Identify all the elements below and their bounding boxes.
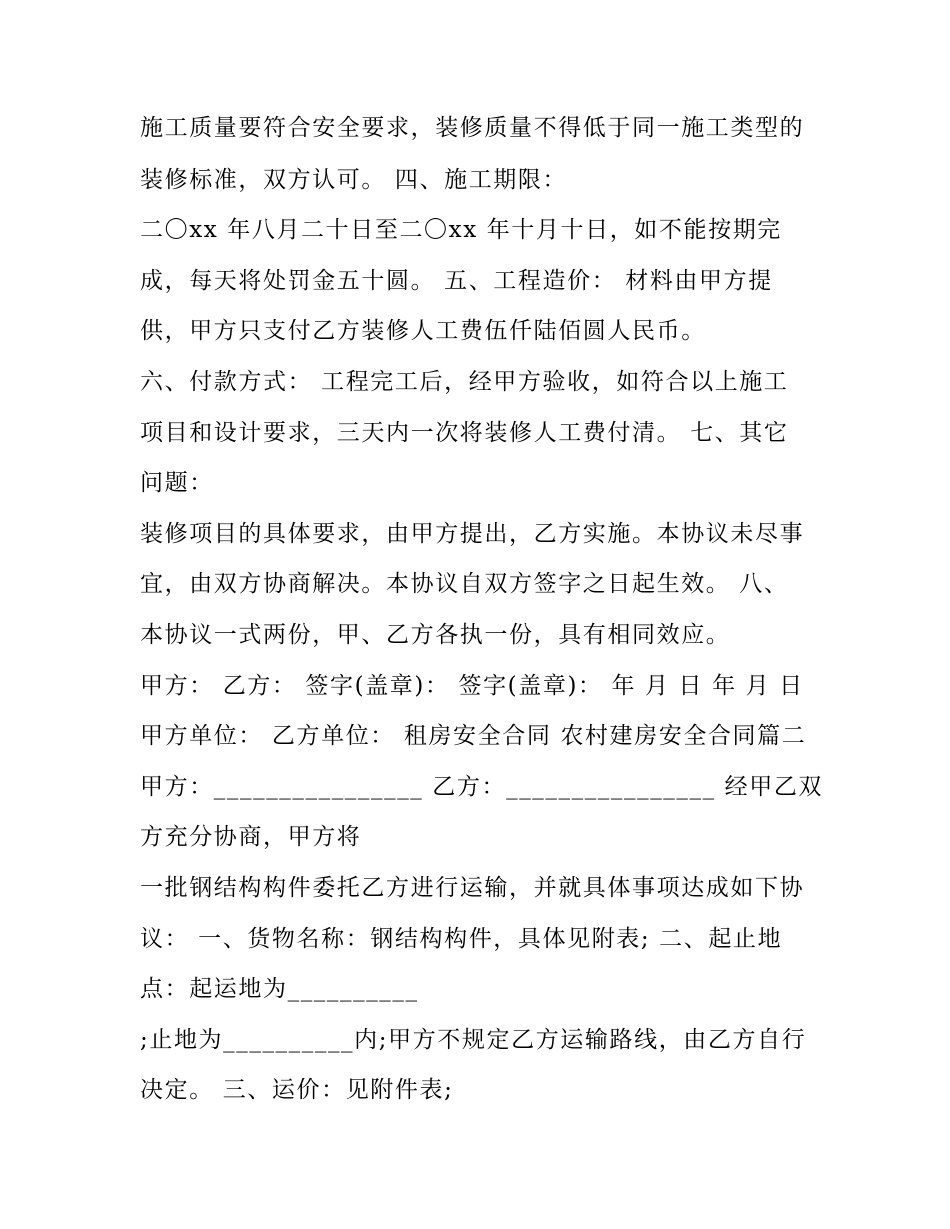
text-line: 方充分协商，甲方将 [140,824,362,850]
text-line: 施工质量要符合安全要求，装修质量不得低于同一施工类型的 [140,115,805,141]
text-line: 装修标准，双方认可。 四、施工期限： [140,167,568,193]
text-line: 装修项目的具体要求，由甲方提出，乙方实施。本协议未尽事 [140,521,805,547]
text-line: 二〇xx 年八月二十日至二〇xx 年十月十日，如不能按期完 [140,217,782,243]
text-line: 问题： [140,470,214,496]
text-line: 项目和设计要求，三天内一次将装修人工费付清。 七、其它 [140,420,789,446]
text-line: 议： 一、货物名称：钢结构构件，具体见附表; 二、起止地 [140,926,783,952]
text-line: 甲方单位： 乙方单位： 租房安全合同 农村建房安全合同篇二 [140,723,807,749]
text-line: 甲方： 乙方： 签字(盖章)： 签字(盖章)： 年 月 日 年 月 日 [140,673,804,699]
text-line: 宜，由双方协商解决。本协议自双方签字之日起生效。 八、 [140,571,789,597]
text-line: 点：起运地为__________ [140,976,419,1002]
text-line: 甲方：________________ 乙方：________________ 经甲乙双 [140,774,824,800]
text-line: 决定。 三、运价：见附件表; [140,1077,454,1103]
text-line: ;止地为__________内;甲方不规定乙方运输路线，由乙方自行 [140,1027,807,1053]
text-line: 成，每天将处罚金五十圆。 五、工程造价： 材料由甲方提 [140,268,773,294]
text-line: 六、付款方式： 工程完工后，经甲方验收，如符合以上施工 [140,369,789,395]
text-line: 一批钢结构构件委托乙方进行运输，并就具体事项达成如下协 [140,875,805,901]
text-line: 本协议一式两份，甲、乙方各执一份，具有相同效应。 [140,622,731,648]
text-line: 供，甲方只支付乙方装修人工费伍仟陆佰圆人民币。 [140,318,706,344]
